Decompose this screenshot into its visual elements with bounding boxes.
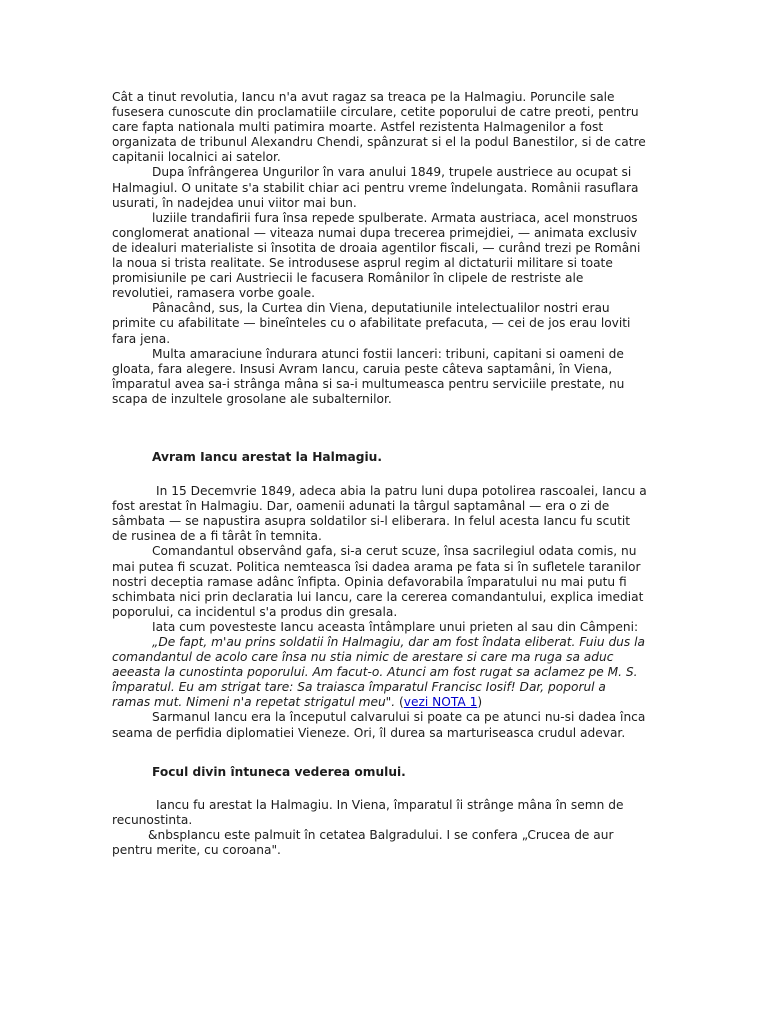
note-link[interactable]: vezi NOTA 1 xyxy=(403,695,478,710)
paragraph: &nbspIancu este palmuit în cetatea Balgradului. I se confera „Crucea de aur pentru merite, cu coroana". xyxy=(112,827,614,858)
paragraph: Pânacând, sus, la Curtea din Viena, deputatiunile intelectualilor nostri erau primite cu afabilitate — bineînteles cu o afabilitate prefacuta, — cei de jos erau loviti fara jena. xyxy=(112,301,631,346)
paragraph: Cât a tinut revolutia, Iancu n'a avut ragaz sa treaca pe la Halmagiu. Poruncile sale fusesera cunoscute din proclamatiile circulare, cetite poporului de catre preoti, pentru care fapta nationala multi patimira moarte. Astfel rezistenta Halmagenilor a fost organizata de tribunul Alexandru Chendi, spânzurat si el la podul Banestilor, si de catre capitanii localnici ai satelor. xyxy=(112,90,646,165)
note-open: ( xyxy=(395,695,404,710)
paragraph: Sarmanul Iancu era la începutul calvarului si poate ca pe atunci nu-si dadea înca seama de perfidia diplomatiei Vieneze. Ori, îl durea sa marturiseasca crudul adevar. xyxy=(112,710,646,740)
section-heading: Avram Iancu arestat la Halmagiu. xyxy=(152,449,382,464)
paragraph: Comandantul observând gafa, si-a cerut scuze, însa sacrilegiul odata comis, nu mai putea fi scuzat. Politica nemteasca îsi dadea arama pe fata si în sufletele taranilor nostri deceptia ramase adânc înfipta. Opinia defavorabila împaratului nu mai putu fi schimbata nici prin declaratia lui Iancu, care la cererea comandantului, explica imediat poporului, ca incidentul s'a produs din gresala. xyxy=(112,544,644,619)
paragraph: Multa amaraciune îndurara atunci fostii lanceri: tribuni, capitani si oameni de gloata, fara alegere. Insusi Avram Iancu, caruia peste câteva saptamâni, în Viena, împaratul avea sa-i strânga mâna si sa-i multumeasca pentru serviciile prestate, nu scapa de inzultele grosolane ale subalternilor. xyxy=(112,346,625,406)
note-close: ) xyxy=(477,695,483,710)
paragraph: Iancu fu arestat la Halmagiu. In Viena, împaratul îi strânge mâna în semn de recunostinta. xyxy=(112,797,624,827)
quote-text: „De fapt, m'au prins soldatii în Halmagiu, dar am fost îndata eliberat. Fuiu dus la comandantul de acolo care însa nu stia nimic de arestare si care ma ruga sa aduc aeeasta la cunostinta poporului. Am facut-o. Atunci am fost rugat sa aclamez pe M. S. împaratul. Eu am strigat tare: Sa traiasca împaratul Francisc Iosif! Dar, poporul a ramas mut. Nimeni n'a repetat strigatul meu". xyxy=(112,635,645,710)
paragraph: In 15 Decemvrie 1849, adeca abia la patru luni dupa potolirea rascoalei, Iancu a fost arestat în Halmagiu. Dar, oamenii adunati la târgul saptamânal — era o zi de sâmbata — se napustira asupra soldatilor si-l eliberara. In felul acesta Iancu fu scutit de rusinea de a fi târât în temnita. xyxy=(112,484,647,544)
document-page xyxy=(112,90,647,858)
quote-paragraph xyxy=(112,635,647,710)
paragraph: Dupa înfrângerea Ungurilor în vara anului 1849, trupele austriece au ocupat si Halmagiul. O unitate s'a stabilit chiar aci pentru vreme îndelungata. Românii rasuflara usurati, în nadejdea unui viitor mai bun. xyxy=(112,165,639,210)
section-heading: Focul divin întuneca vederea omului. xyxy=(152,764,406,779)
paragraph: luziile trandafirii fura însa repede spulberate. Armata austriaca, acel monstruos conglomerat anational — viteaza numai dupa trecerea primejdiei, — animata exclusiv de idealuri materialiste si însotita de droaia agentilor fiscali, — curând trezi pe Români la noua si trista realitate. Se introdusese asprul regim al dictaturii militare si toate promisiunile pe cari Austriecii le facusera Românilor în clipele de restriste ale revolutiei, ramasera vorbe goale. xyxy=(112,210,641,301)
paragraph: Iata cum povesteste Iancu aceasta întâmplare unui prieten al sau din Câmpeni: xyxy=(152,619,639,634)
